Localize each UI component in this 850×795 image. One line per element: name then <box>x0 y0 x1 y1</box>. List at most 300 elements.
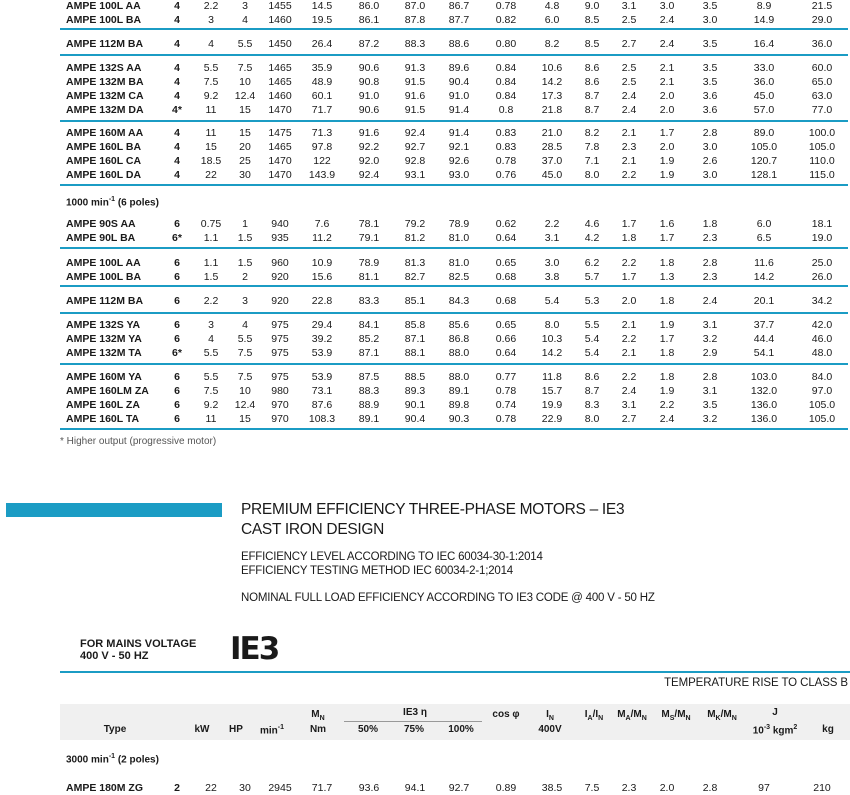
cell-ma-mn: 2.2 <box>621 333 637 345</box>
cell-ms-mn: 2.4 <box>659 413 675 425</box>
cell-eff75: 91.3 <box>404 62 426 74</box>
cell-hp: 4 <box>242 14 248 26</box>
cell-rpm: 1450 <box>268 38 292 50</box>
cell-mk-mn: 2.8 <box>702 782 718 794</box>
cell-hp: 15 <box>239 104 251 116</box>
cell-kw: 1.5 <box>203 271 219 283</box>
cell-kw: 7.5 <box>203 385 219 397</box>
cell-mk-mn: 3.6 <box>702 90 718 102</box>
cell-eff100: 84.3 <box>448 295 470 307</box>
cell-ms-mn: 2.1 <box>659 62 675 74</box>
cell-poles: 4 <box>174 141 180 153</box>
cell-kw: 3 <box>208 14 214 26</box>
cell-mk-mn: 3.5 <box>702 76 718 88</box>
cell-mk-mn: 2.4 <box>702 295 718 307</box>
header-ia-sub2: N <box>598 715 604 722</box>
cell-current: 17.3 <box>541 90 563 102</box>
cell-rpm: 935 <box>271 232 289 244</box>
cell-current: 45.0 <box>541 169 563 181</box>
cell-rpm: 1465 <box>268 62 292 74</box>
cell-cosphi: 0.74 <box>495 399 517 411</box>
cell-ma-mn: 2.0 <box>621 295 637 307</box>
cell-ia-in: 8.0 <box>584 169 600 181</box>
cell-rpm: 960 <box>271 257 289 269</box>
cell-type: AMPE 180M ZG <box>66 782 144 794</box>
cell-eff100: 85.6 <box>448 319 470 331</box>
header-100: 100% <box>448 724 474 735</box>
cell-inertia: 136.0 <box>750 399 778 411</box>
cell-mk-mn: 3.5 <box>702 0 718 12</box>
cell-eff50: 86.0 <box>358 0 380 12</box>
header-rpm-text: min <box>259 725 278 737</box>
section-label-tail: (6 poles) <box>115 197 159 209</box>
cell-eff50: 84.1 <box>358 319 380 331</box>
header-j-post: kgm <box>770 725 794 737</box>
table-row <box>60 168 848 182</box>
cell-hp: 5.5 <box>237 38 253 50</box>
cell-weight: 110.0 <box>809 155 835 167</box>
table-row <box>60 398 848 412</box>
cell-ms-mn: 3.0 <box>659 0 675 12</box>
section-rule <box>60 671 850 673</box>
cell-torque: 15.6 <box>311 271 333 283</box>
cell-cosphi: 0.68 <box>495 271 517 283</box>
cell-inertia: 20.1 <box>753 295 775 307</box>
header-kw: kW <box>194 724 210 735</box>
cell-cosphi: 0.64 <box>495 347 517 359</box>
table-row <box>60 231 848 245</box>
cell-ms-mn: 1.6 <box>659 218 675 230</box>
cell-cosphi: 0.8 <box>498 104 514 116</box>
cell-current: 8.0 <box>544 319 560 331</box>
table-row <box>60 412 848 426</box>
table-row <box>60 384 848 398</box>
cell-rpm: 970 <box>271 413 289 425</box>
cell-ia-in: 4.2 <box>584 232 600 244</box>
cell-weight: 34.2 <box>811 295 833 307</box>
header-rpm-sup: -1 <box>277 724 284 731</box>
cell-mk-mn: 3.5 <box>702 399 718 411</box>
cell-ma-mn: 2.1 <box>621 319 637 331</box>
cell-type: AMPE 160M AA <box>66 127 144 139</box>
cell-hp: 12.4 <box>234 90 256 102</box>
cell-eff75: 93.1 <box>404 169 426 181</box>
cell-rpm: 1455 <box>268 0 292 12</box>
header-ia-text: I <box>584 709 588 720</box>
cell-type: AMPE 132M BA <box>66 76 144 88</box>
cell-hp: 30 <box>239 782 251 794</box>
cell-rpm: 1465 <box>268 76 292 88</box>
cell-poles: 4* <box>172 104 182 116</box>
cell-cosphi: 0.84 <box>495 90 517 102</box>
cell-poles: 6* <box>172 347 182 359</box>
header-type: Type <box>103 724 127 735</box>
header-mk-mn <box>702 709 742 722</box>
cell-inertia: 36.0 <box>753 76 775 88</box>
cell-torque: 53.9 <box>311 371 333 383</box>
cell-inertia: 57.0 <box>753 104 775 116</box>
table-row <box>60 332 848 346</box>
cell-current: 22.9 <box>541 413 563 425</box>
cell-weight: 115.0 <box>809 169 835 181</box>
cell-rpm: 975 <box>271 347 289 359</box>
cell-ms-mn: 1.7 <box>659 127 675 139</box>
cell-kw: 15 <box>205 141 217 153</box>
group-rule <box>60 285 848 287</box>
cell-poles: 6 <box>174 257 180 269</box>
cell-rpm: 2945 <box>268 782 292 794</box>
cell-rpm: 975 <box>271 333 289 345</box>
cell-cosphi: 0.78 <box>495 413 517 425</box>
cell-eff100: 92.7 <box>448 782 470 794</box>
cell-hp: 15 <box>239 127 251 139</box>
cell-rpm: 975 <box>271 319 289 331</box>
cell-eff50: 92.2 <box>358 141 380 153</box>
cell-poles: 6 <box>174 271 180 283</box>
cell-rpm: 1470 <box>268 155 292 167</box>
cell-current: 37.0 <box>541 155 563 167</box>
cell-eff75: 88.1 <box>404 347 426 359</box>
cell-kw: 9.2 <box>203 90 219 102</box>
data-table-4-pole-c <box>60 61 848 117</box>
cell-torque: 14.5 <box>311 0 333 12</box>
table-row <box>60 89 848 103</box>
cell-eff75: 91.5 <box>404 76 426 88</box>
cell-cosphi: 0.66 <box>495 333 517 345</box>
cell-cosphi: 0.84 <box>495 62 517 74</box>
cell-ma-mn: 3.1 <box>621 0 637 12</box>
cell-eff75: 85.8 <box>404 319 426 331</box>
group-rule <box>60 184 848 186</box>
cell-ia-in: 5.4 <box>584 347 600 359</box>
cell-mk-mn: 2.3 <box>702 271 718 283</box>
cell-kw: 4 <box>208 333 214 345</box>
cell-eff100: 90.3 <box>448 413 470 425</box>
cell-ia-in: 6.2 <box>584 257 600 269</box>
section-label-6-poles <box>66 196 159 208</box>
cell-weight: 19.0 <box>811 232 833 244</box>
table-row <box>60 126 848 140</box>
cell-inertia: 16.4 <box>753 38 775 50</box>
cell-eff75: 91.5 <box>404 104 426 116</box>
cell-eff75: 92.8 <box>404 155 426 167</box>
header-ia-in <box>576 709 612 722</box>
cell-rpm: 970 <box>271 399 289 411</box>
cell-type: AMPE 160L BA <box>66 141 142 153</box>
cell-cosphi: 0.65 <box>495 257 517 269</box>
cell-current: 4.8 <box>544 0 560 12</box>
header-in-sub: N <box>548 715 554 722</box>
cell-inertia: 14.2 <box>753 271 775 283</box>
cell-weight: 84.0 <box>811 371 833 383</box>
cell-eff100: 88.0 <box>448 347 470 359</box>
cell-kw: 5.5 <box>203 347 219 359</box>
cell-torque: 143.9 <box>308 169 336 181</box>
cell-hp: 7.5 <box>237 371 253 383</box>
header-mn-text: M <box>311 709 320 720</box>
cell-current: 21.8 <box>541 104 563 116</box>
cell-torque: 108.3 <box>308 413 336 425</box>
cell-poles: 4 <box>174 169 180 181</box>
cell-ia-in: 9.0 <box>584 0 600 12</box>
cell-mk-mn: 3.1 <box>702 385 718 397</box>
cell-current: 3.8 <box>544 271 560 283</box>
table-row <box>60 61 848 75</box>
table-row <box>60 13 848 27</box>
header-rpm <box>254 724 290 736</box>
cell-kw: 7.5 <box>203 76 219 88</box>
cell-mk-mn: 3.0 <box>702 141 718 153</box>
cell-torque: 71.3 <box>311 127 333 139</box>
header-in <box>532 709 568 722</box>
cell-eff50: 89.1 <box>358 413 380 425</box>
cell-eff100: 81.0 <box>448 257 470 269</box>
cell-ms-mn: 2.0 <box>659 90 675 102</box>
cell-torque: 122 <box>313 155 331 167</box>
cell-rpm: 1460 <box>268 90 292 102</box>
cell-kw: 11 <box>205 127 217 139</box>
group-rule <box>60 28 848 30</box>
header-in-unit: 400V <box>538 724 562 735</box>
cell-current: 3.1 <box>544 232 560 244</box>
cell-cosphi: 0.77 <box>495 371 517 383</box>
cell-hp: 30 <box>239 169 251 181</box>
cell-cosphi: 0.64 <box>495 232 517 244</box>
cell-hp: 4 <box>242 319 248 331</box>
cell-type: AMPE 160M YA <box>66 371 142 383</box>
cell-weight: 77.0 <box>811 104 833 116</box>
header-in-text: I <box>546 709 549 720</box>
cell-ms-mn: 2.2 <box>659 399 675 411</box>
cell-current: 14.2 <box>541 347 563 359</box>
cell-rpm: 920 <box>271 271 289 283</box>
cell-eff75: 85.1 <box>404 295 426 307</box>
data-table-6-pole-c <box>60 294 848 308</box>
cell-ia-in: 8.6 <box>584 371 600 383</box>
cell-inertia: 105.0 <box>750 141 778 153</box>
cell-ma-mn: 2.1 <box>621 155 637 167</box>
cell-mk-mn: 3.6 <box>702 104 718 116</box>
group-rule <box>60 120 848 122</box>
cell-poles: 4 <box>174 155 180 167</box>
header-ia-sub: A <box>587 715 593 722</box>
cell-ms-mn: 1.8 <box>659 371 675 383</box>
cell-ia-in: 8.3 <box>584 399 600 411</box>
cell-eff50: 90.6 <box>358 62 380 74</box>
cell-eff50: 90.6 <box>358 104 380 116</box>
cell-eff50: 86.1 <box>358 14 380 26</box>
cell-ms-mn: 1.9 <box>659 155 675 167</box>
cell-rpm: 940 <box>271 218 289 230</box>
cell-inertia: 37.7 <box>753 319 775 331</box>
cell-poles: 6 <box>174 333 180 345</box>
cell-ma-mn: 1.7 <box>621 218 637 230</box>
cell-ms-mn: 1.7 <box>659 232 675 244</box>
cell-poles: 4 <box>174 14 180 26</box>
header-ms-text: M <box>661 709 670 720</box>
cell-kw: 4 <box>208 38 214 50</box>
cell-ms-mn: 1.8 <box>659 295 675 307</box>
cell-cosphi: 0.78 <box>495 385 517 397</box>
cell-ms-mn: 2.1 <box>659 76 675 88</box>
cell-inertia: 45.0 <box>753 90 775 102</box>
cell-torque: 97.8 <box>311 141 333 153</box>
cell-inertia: 97 <box>758 782 770 794</box>
cell-eff100: 93.0 <box>448 169 470 181</box>
cell-ia-in: 8.7 <box>584 90 600 102</box>
cell-hp: 15 <box>239 413 251 425</box>
cell-kw: 9.2 <box>203 399 219 411</box>
cell-weight: 26.0 <box>811 271 833 283</box>
cell-poles: 4 <box>174 76 180 88</box>
cell-eff75: 81.2 <box>404 232 426 244</box>
cell-type: AMPE 160LM ZA <box>66 385 149 397</box>
cell-current: 19.9 <box>541 399 563 411</box>
header-hp: HP <box>229 724 243 735</box>
header-ma-slash: /M <box>630 709 642 720</box>
header-ma-text: M <box>617 709 626 720</box>
cell-kw: 2.2 <box>203 0 219 12</box>
group-rule <box>60 312 848 314</box>
cell-eff75: 94.1 <box>404 782 426 794</box>
cell-poles: 6 <box>174 319 180 331</box>
cell-kw: 18.5 <box>200 155 222 167</box>
cell-ma-mn: 1.8 <box>621 232 637 244</box>
header-cos: cos φ <box>492 709 520 720</box>
cell-eff50: 90.8 <box>358 76 380 88</box>
header-mn-sub: N <box>319 715 325 722</box>
cell-type: AMPE 160L ZA <box>66 399 140 411</box>
cell-eff50: 88.9 <box>358 399 380 411</box>
cell-ia-in: 5.3 <box>584 295 600 307</box>
cell-eff100: 86.8 <box>448 333 470 345</box>
header-mk-sub: K <box>715 715 721 722</box>
cell-ma-mn: 2.2 <box>621 169 637 181</box>
section-label-2p-text: 3000 min <box>66 754 109 766</box>
header-j-unit <box>745 724 805 736</box>
cell-rpm: 1470 <box>268 169 292 181</box>
cell-kw: 11 <box>205 104 217 116</box>
header-ie3: IE3 η <box>403 707 427 718</box>
cell-type: AMPE 132S AA <box>66 62 142 74</box>
cell-eff100: 90.4 <box>448 76 470 88</box>
cell-hp: 2 <box>242 271 248 283</box>
cell-ia-in: 7.8 <box>584 141 600 153</box>
cell-inertia: 33.0 <box>753 62 775 74</box>
group-rule <box>60 247 848 249</box>
cell-weight: 42.0 <box>811 319 833 331</box>
cell-ia-in: 8.7 <box>584 385 600 397</box>
data-table-2-pole <box>60 781 848 795</box>
cell-hp: 7.5 <box>237 347 253 359</box>
table-row <box>60 0 848 13</box>
cell-torque: 22.8 <box>311 295 333 307</box>
cell-type: AMPE 132S YA <box>66 319 141 331</box>
cell-poles: 4 <box>174 90 180 102</box>
cell-ma-mn: 2.2 <box>621 371 637 383</box>
cell-eff50: 91.6 <box>358 127 380 139</box>
cell-inertia: 103.0 <box>750 371 778 383</box>
cell-mk-mn: 3.5 <box>702 38 718 50</box>
cell-torque: 39.2 <box>311 333 333 345</box>
cell-current: 11.8 <box>542 371 562 383</box>
cell-weight: 105.0 <box>808 399 836 411</box>
cell-eff50: 91.0 <box>358 90 380 102</box>
cell-ma-mn: 3.1 <box>621 399 637 411</box>
section-label-2p-tail: (2 poles) <box>115 754 159 766</box>
header-kg: kg <box>822 724 834 735</box>
cell-eff75: 88.5 <box>404 371 426 383</box>
cell-type: AMPE 132M YA <box>66 333 142 345</box>
cell-kw: 1.1 <box>203 232 219 244</box>
cell-type: AMPE 100L BA <box>66 14 142 26</box>
cell-poles: 2 <box>174 782 180 794</box>
cell-hp: 20 <box>239 141 251 153</box>
header-ia-slash: /I <box>592 709 599 720</box>
footnote: * Higher output (progressive motor) <box>60 436 217 447</box>
cell-ma-mn: 2.3 <box>621 141 637 153</box>
cell-weight: 36.0 <box>811 38 833 50</box>
cell-type: AMPE 100L BA <box>66 271 142 283</box>
table-row <box>60 256 848 270</box>
cell-cosphi: 0.83 <box>495 141 517 153</box>
cell-ia-in: 7.1 <box>584 155 600 167</box>
cell-kw: 3 <box>208 319 214 331</box>
cell-ms-mn: 2.0 <box>659 782 675 794</box>
cell-rpm: 1465 <box>268 141 292 153</box>
cell-poles: 6 <box>174 371 180 383</box>
cell-mk-mn: 2.3 <box>702 232 718 244</box>
cell-kw: 5.5 <box>203 62 219 74</box>
header-mn-unit: Nm <box>309 724 327 735</box>
cell-mk-mn: 2.6 <box>702 155 718 167</box>
header-ms-slash: /M <box>674 709 686 720</box>
cell-mk-mn: 2.8 <box>702 257 718 269</box>
cell-inertia: 8.9 <box>756 0 772 12</box>
cell-ia-in: 5.4 <box>584 333 600 345</box>
cell-inertia: 128.1 <box>750 169 778 181</box>
cell-eff100: 91.4 <box>448 127 470 139</box>
table-row <box>60 370 848 384</box>
cell-rpm: 1460 <box>268 14 292 26</box>
cell-current: 14.2 <box>541 76 563 88</box>
cell-ia-in: 8.7 <box>584 104 600 116</box>
cell-ia-in: 8.6 <box>584 62 600 74</box>
cell-mk-mn: 2.9 <box>702 347 718 359</box>
cell-cosphi: 0.78 <box>495 155 517 167</box>
cell-current: 6.0 <box>544 14 560 26</box>
ie3-underline <box>344 721 482 722</box>
cell-ms-mn: 1.9 <box>659 319 675 331</box>
cell-eff50: 83.3 <box>358 295 380 307</box>
cell-torque: 35.9 <box>311 62 333 74</box>
header-j-pre: 10 <box>752 725 764 737</box>
cell-eff50: 87.5 <box>358 371 380 383</box>
cell-ma-mn: 2.1 <box>621 347 637 359</box>
cell-type: AMPE 132M CA <box>66 90 144 102</box>
cell-weight: 210 <box>813 782 831 794</box>
cell-eff50: 92.4 <box>358 169 380 181</box>
data-table-4-pole-d <box>60 126 848 182</box>
cell-type: AMPE 100L AA <box>66 0 141 12</box>
cell-hp: 10 <box>239 385 251 397</box>
cell-hp: 3 <box>242 0 248 12</box>
cell-kw: 1.1 <box>203 257 219 269</box>
cell-hp: 12.4 <box>234 399 256 411</box>
cell-eff100: 88.0 <box>448 371 470 383</box>
cell-hp: 7.5 <box>237 62 253 74</box>
cell-inertia: 6.0 <box>756 218 772 230</box>
